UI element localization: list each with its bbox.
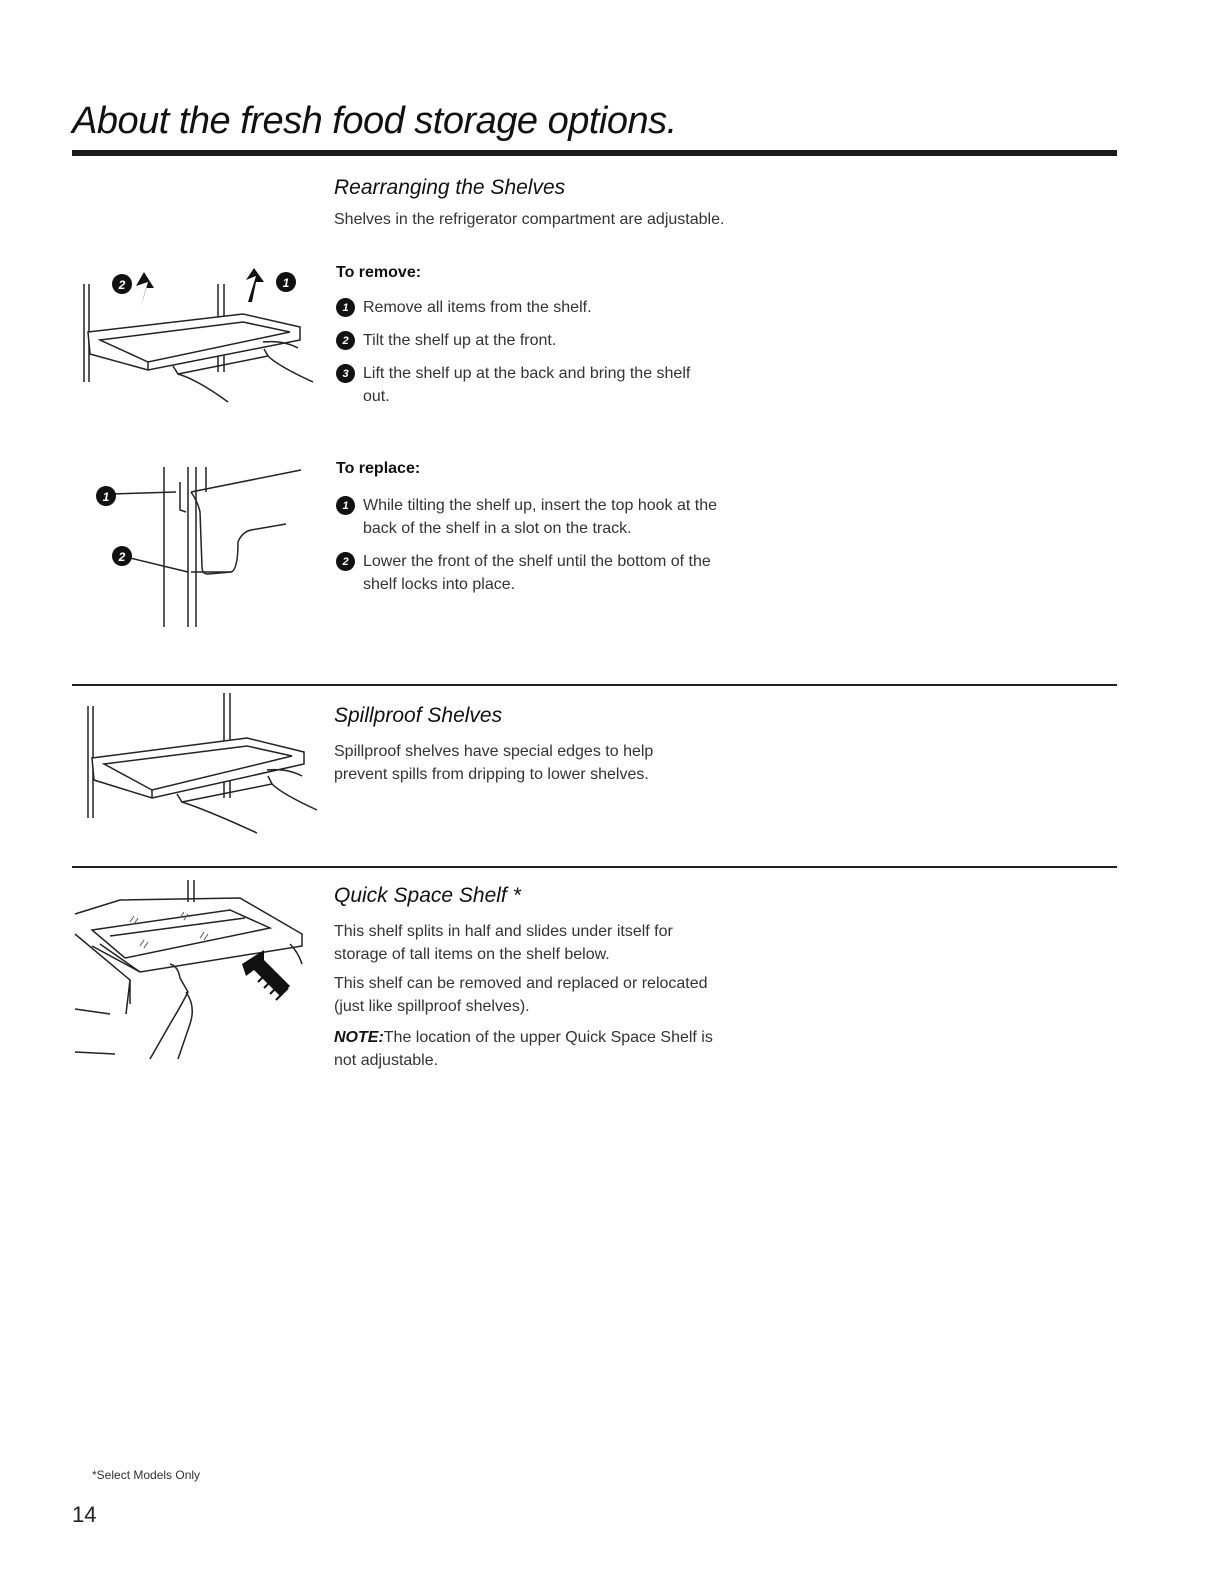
page-number: 14	[72, 1502, 97, 1527]
quick-space-shelf-illustration	[70, 874, 320, 1059]
list-item	[336, 550, 726, 596]
callout-remove-a: 2	[118, 278, 126, 292]
quickspace-title: Quick Space Shelf *	[334, 884, 521, 907]
note-text: The location of the upper Quick Space Shelf is not adjustable.	[334, 1029, 713, 1069]
list-item	[336, 362, 716, 408]
callout-replace-a: 1	[102, 490, 110, 504]
callout-replace-b: 2	[118, 550, 126, 564]
title-rule	[72, 150, 1117, 156]
step-text: Tilt the shelf up at the front.	[363, 332, 557, 349]
replace-steps	[336, 494, 736, 596]
list-item	[336, 329, 736, 352]
list-item	[336, 494, 726, 540]
note-label: NOTE:	[334, 1029, 384, 1046]
step-number: 3	[336, 364, 355, 383]
page-title: About the fresh food storage options.	[72, 100, 677, 142]
quickspace-note	[334, 1026, 714, 1072]
shelf-replace-illustration	[96, 462, 316, 632]
spillproof-text: Spillproof shelves have special edges to help prevent spills from dripping to lower shelves.	[334, 743, 654, 783]
shelf-remove-illustration	[78, 262, 318, 422]
spillproof-shelf-illustration	[82, 688, 322, 838]
list-item	[336, 296, 736, 319]
rearranging-title: Rearranging the Shelves	[334, 176, 566, 199]
step-text: Lift the shelf up at the back and bring the shelf out.	[363, 365, 691, 405]
step-number: 2	[336, 552, 355, 571]
quickspace-text-2: This shelf can be removed and replaced or relocated (just like spillproof shelves).	[334, 975, 708, 1015]
spillproof-title: Spillproof Shelves	[334, 704, 503, 727]
quickspace-text-1: This shelf splits in half and slides under itself for storage of tall items on the shelf below.	[334, 923, 673, 963]
footnote: *Select Models Only	[92, 1468, 201, 1482]
remove-label: To remove:	[336, 264, 422, 281]
step-text: While tilting the shelf up, insert the top hook at the back of the shelf in a slot on the track.	[363, 497, 717, 537]
step-number: 1	[336, 496, 355, 515]
step-number: 1	[336, 298, 355, 317]
step-text: Lower the front of the shelf until the bottom of the shelf locks into place.	[363, 553, 711, 593]
step-text: Remove all items from the shelf.	[363, 299, 592, 316]
section-divider	[72, 684, 1117, 686]
section-divider	[72, 866, 1117, 868]
callout-remove-b: 1	[282, 276, 290, 290]
remove-steps	[336, 296, 736, 408]
replace-label: To replace:	[336, 460, 421, 477]
step-number: 2	[336, 331, 355, 350]
rearranging-intro: Shelves in the refrigerator compartment are adjustable.	[334, 211, 725, 228]
